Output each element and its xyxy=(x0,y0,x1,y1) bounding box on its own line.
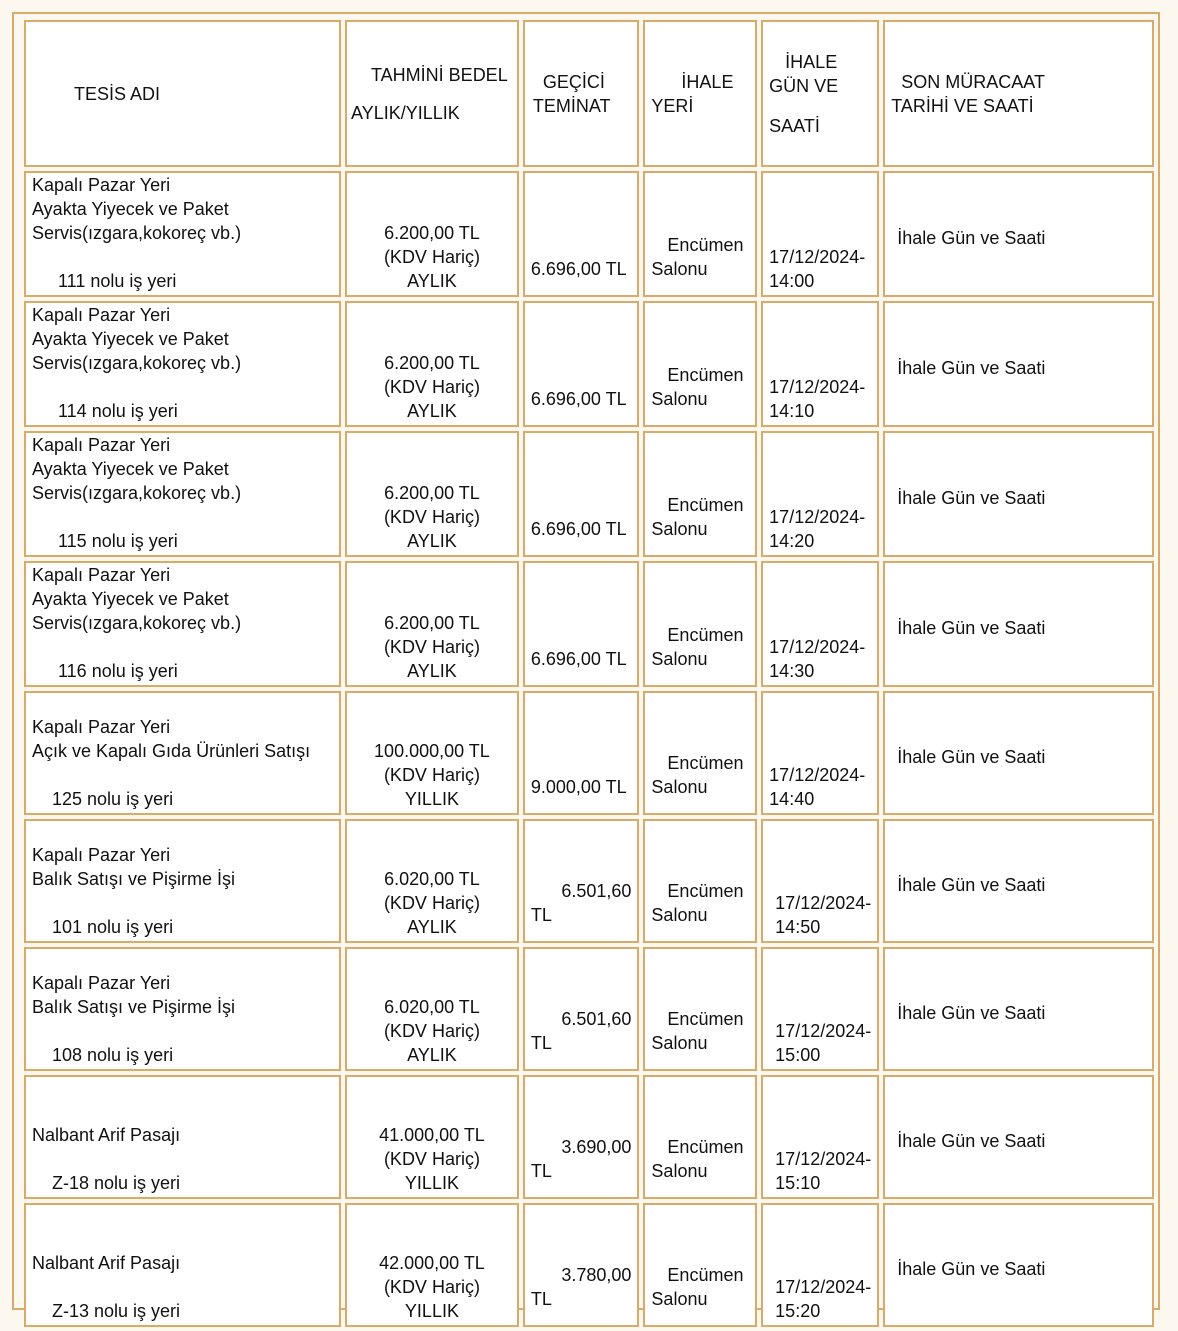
bedel-amount: 6.020,00 TL xyxy=(384,997,480,1017)
cell-yer xyxy=(643,1075,757,1199)
cell-gun xyxy=(761,1203,879,1327)
yer-line1: Encümen xyxy=(667,1009,744,1029)
tesis-line: Balık Satışı ve Pişirme İşi xyxy=(32,997,236,1017)
teminat-amount: 6.501,60 xyxy=(561,881,632,901)
son-muracaat: İhale Gün ve Saati xyxy=(897,875,1046,895)
tesis-line xyxy=(32,245,333,269)
table-row xyxy=(24,561,1154,687)
bedel-kdv: (KDV Hariç) xyxy=(383,507,480,527)
bedel-kdv: (KDV Hariç) xyxy=(383,637,480,657)
cell-bedel xyxy=(345,819,519,943)
cell-son xyxy=(883,301,1154,427)
cell-teminat xyxy=(523,1203,640,1327)
bedel-amount: 6.200,00 TL xyxy=(384,483,480,503)
header-gun-line2: GÜN VE xyxy=(769,75,839,96)
ihale-saat: 14:00 xyxy=(769,271,815,291)
teminat-amount: 6.501,60 xyxy=(561,1009,632,1029)
bedel-period: AYLIK xyxy=(407,1045,457,1065)
table-row xyxy=(24,947,1154,1071)
cell-tesis xyxy=(24,1203,341,1327)
yer-line2: Salonu xyxy=(651,1289,708,1309)
teminat-rest: 6.696,00 TL xyxy=(530,389,627,409)
tesis-line xyxy=(32,1147,333,1171)
cell-gun xyxy=(761,431,879,557)
bedel-period: AYLIK xyxy=(407,917,457,937)
bedel-period: AYLIK xyxy=(407,271,457,291)
tesis-line xyxy=(32,375,333,399)
cell-son xyxy=(883,431,1154,557)
son-muracaat: İhale Gün ve Saati xyxy=(897,228,1046,248)
cell-son xyxy=(883,691,1154,815)
yer-line1: Encümen xyxy=(667,625,744,645)
son-muracaat: İhale Gün ve Saati xyxy=(897,747,1046,767)
ihale-saat: 14:30 xyxy=(769,661,815,681)
bedel-period: YILLIK xyxy=(404,789,459,809)
tesis-line xyxy=(32,635,333,659)
cell-teminat xyxy=(523,1075,640,1199)
ihale-tarih: 17/12/2024- xyxy=(769,507,866,527)
header-yer xyxy=(643,20,757,167)
cell-yer xyxy=(643,1203,757,1327)
is-yeri-label: 114 nolu iş yeri xyxy=(58,401,178,421)
cell-bedel xyxy=(345,691,519,815)
cell-teminat xyxy=(523,691,640,815)
tesis-line: Kapalı Pazar Yeri xyxy=(32,717,171,737)
bedel-kdv: (KDV Hariç) xyxy=(383,377,480,397)
cell-bedel xyxy=(345,1203,519,1327)
cell-son xyxy=(883,1075,1154,1199)
is-yeri-label: 116 nolu iş yeri xyxy=(58,661,178,681)
ihale-saat: 14:40 xyxy=(769,789,815,809)
table-row xyxy=(24,431,1154,557)
header-row xyxy=(24,20,1154,167)
bedel-period: AYLIK xyxy=(407,401,457,421)
tesis-line xyxy=(32,505,333,529)
yer-line1: Encümen xyxy=(667,1265,744,1285)
tesis-line: Servis(ızgara,kokoreç vb.) xyxy=(32,613,242,633)
header-yer-line2: YERİ xyxy=(651,95,694,116)
cell-tesis xyxy=(24,561,341,687)
header-tesis-label: TESİS ADI xyxy=(74,83,161,104)
bedel-period: YILLIK xyxy=(404,1173,459,1193)
cell-teminat xyxy=(523,561,640,687)
cell-teminat xyxy=(523,171,640,297)
teminat-rest: TL xyxy=(530,1289,552,1309)
bedel-period: YILLIK xyxy=(404,1301,459,1321)
is-yeri-label: 125 nolu iş yeri xyxy=(52,789,174,809)
cell-bedel xyxy=(345,1075,519,1199)
tesis-line: Servis(ızgara,kokoreç vb.) xyxy=(32,353,242,373)
tesis-line: Balık Satışı ve Pişirme İşi xyxy=(32,869,236,889)
ihale-tarih: 17/12/2024- xyxy=(769,637,866,657)
cell-teminat xyxy=(523,947,640,1071)
yer-line1: Encümen xyxy=(667,753,744,773)
teminat-rest: TL xyxy=(530,1161,552,1181)
cell-teminat xyxy=(523,819,640,943)
cell-bedel xyxy=(345,171,519,297)
bedel-kdv: (KDV Hariç) xyxy=(383,1149,480,1169)
table-row xyxy=(24,301,1154,427)
yer-line1: Encümen xyxy=(667,365,744,385)
table-row xyxy=(24,1075,1154,1199)
yer-line2: Salonu xyxy=(651,389,708,409)
tesis-line xyxy=(32,1275,333,1299)
cell-teminat xyxy=(523,431,640,557)
is-yeri-label: Z-13 nolu iş yeri xyxy=(52,1301,181,1321)
tender-table-frame xyxy=(12,12,1160,1321)
header-gun-line3: SAATİ xyxy=(769,115,820,136)
teminat-rest: 6.696,00 TL xyxy=(530,519,627,539)
cell-son xyxy=(883,947,1154,1071)
cell-tesis xyxy=(24,947,341,1071)
bedel-period: AYLIK xyxy=(407,531,457,551)
tesis-line xyxy=(32,891,333,915)
ihale-tarih: 17/12/2024- xyxy=(775,1021,872,1041)
cell-teminat xyxy=(523,301,640,427)
header-teminat-label: GEÇİCİ TEMİNAT xyxy=(532,71,611,116)
ihale-saat: 14:50 xyxy=(775,917,821,937)
cell-yer xyxy=(643,691,757,815)
header-bedel-line2: AYLIK/YILLIK xyxy=(351,102,460,123)
header-gun-line1: İHALE xyxy=(785,51,838,72)
tesis-line xyxy=(32,763,333,787)
header-gun xyxy=(761,20,879,167)
teminat-rest: 9.000,00 TL xyxy=(530,777,627,797)
yer-line2: Salonu xyxy=(651,259,708,279)
yer-line2: Salonu xyxy=(651,519,708,539)
yer-line1: Encümen xyxy=(667,495,744,515)
header-son xyxy=(883,20,1154,167)
tesis-line: Ayakta Yiyecek ve Paket xyxy=(32,329,229,349)
ihale-tarih: 17/12/2024- xyxy=(775,1149,872,1169)
cell-gun xyxy=(761,561,879,687)
cell-son xyxy=(883,819,1154,943)
yer-line2: Salonu xyxy=(651,1161,708,1181)
cell-yer xyxy=(643,301,757,427)
yer-line2: Salonu xyxy=(651,1033,708,1053)
tesis-line: Servis(ızgara,kokoreç vb.) xyxy=(32,483,242,503)
tesis-line: Ayakta Yiyecek ve Paket xyxy=(32,199,229,219)
yer-line1: Encümen xyxy=(667,881,744,901)
teminat-amount: 3.690,00 xyxy=(561,1137,632,1157)
is-yeri-label: 115 nolu iş yeri xyxy=(58,531,178,551)
cell-gun xyxy=(761,947,879,1071)
cell-yer xyxy=(643,561,757,687)
bedel-kdv: (KDV Hariç) xyxy=(383,765,480,785)
yer-line2: Salonu xyxy=(651,649,708,669)
cell-yer xyxy=(643,819,757,943)
bedel-amount: 6.200,00 TL xyxy=(384,613,480,633)
cell-tesis xyxy=(24,301,341,427)
ihale-tarih: 17/12/2024- xyxy=(769,247,866,267)
header-son-line2: TARİHİ VE SAATİ xyxy=(891,95,1034,116)
ihale-saat: 15:20 xyxy=(775,1301,821,1321)
cell-gun xyxy=(761,301,879,427)
cell-yer xyxy=(643,431,757,557)
cell-tesis xyxy=(24,691,341,815)
cell-gun xyxy=(761,171,879,297)
cell-son xyxy=(883,1203,1154,1327)
header-teminat xyxy=(523,20,640,167)
cell-tesis xyxy=(24,431,341,557)
ihale-tarih: 17/12/2024- xyxy=(775,1277,872,1297)
son-muracaat: İhale Gün ve Saati xyxy=(897,1131,1046,1151)
bedel-amount: 41.000,00 TL xyxy=(379,1125,485,1145)
teminat-rest: TL xyxy=(530,1033,552,1053)
tesis-line: Açık ve Kapalı Gıda Ürünleri Satışı xyxy=(32,741,311,761)
son-muracaat: İhale Gün ve Saati xyxy=(897,1259,1046,1279)
bedel-amount: 42.000,00 TL xyxy=(379,1253,485,1273)
tesis-line: Kapalı Pazar Yeri xyxy=(32,565,171,585)
tesis-line: Nalbant Arif Pasajı xyxy=(32,1125,181,1145)
bedel-amount: 6.200,00 TL xyxy=(384,223,480,243)
son-muracaat: İhale Gün ve Saati xyxy=(897,618,1046,638)
ihale-saat: 15:10 xyxy=(775,1173,821,1193)
table-row xyxy=(24,1203,1154,1327)
cell-son xyxy=(883,171,1154,297)
son-muracaat: İhale Gün ve Saati xyxy=(897,1003,1046,1023)
tesis-line: Servis(ızgara,kokoreç vb.) xyxy=(32,223,242,243)
ihale-saat: 15:00 xyxy=(775,1045,821,1065)
ihale-saat: 14:10 xyxy=(769,401,815,421)
is-yeri-label: 111 nolu iş yeri xyxy=(58,271,177,291)
cell-gun xyxy=(761,819,879,943)
ihale-tarih: 17/12/2024- xyxy=(769,765,866,785)
tesis-line: Kapalı Pazar Yeri xyxy=(32,845,171,865)
header-bedel-line1: TAHMİNİ BEDEL xyxy=(371,64,508,85)
teminat-rest: TL xyxy=(530,905,552,925)
header-bedel xyxy=(345,20,519,167)
tesis-line: Kapalı Pazar Yeri xyxy=(32,435,171,455)
ihale-tarih: 17/12/2024- xyxy=(775,893,872,913)
cell-tesis xyxy=(24,171,341,297)
bedel-amount: 100.000,00 TL xyxy=(374,741,490,761)
tesis-line: Kapalı Pazar Yeri xyxy=(32,175,171,195)
son-muracaat: İhale Gün ve Saati xyxy=(897,358,1046,378)
tesis-line: Ayakta Yiyecek ve Paket xyxy=(32,459,229,479)
cell-bedel xyxy=(345,947,519,1071)
yer-line2: Salonu xyxy=(651,777,708,797)
bedel-amount: 6.200,00 TL xyxy=(384,353,480,373)
cell-gun xyxy=(761,1075,879,1199)
bedel-kdv: (KDV Hariç) xyxy=(383,1021,480,1041)
table-row xyxy=(24,171,1154,297)
tesis-line: Nalbant Arif Pasajı xyxy=(32,1253,181,1273)
cell-gun xyxy=(761,691,879,815)
tesis-line xyxy=(32,1019,333,1043)
table-row xyxy=(24,691,1154,815)
is-yeri-label: 108 nolu iş yeri xyxy=(52,1045,174,1065)
cell-bedel xyxy=(345,301,519,427)
bedel-amount: 6.020,00 TL xyxy=(384,869,480,889)
yer-line1: Encümen xyxy=(667,235,744,255)
cell-tesis xyxy=(24,1075,341,1199)
bedel-kdv: (KDV Hariç) xyxy=(383,247,480,267)
header-tesis xyxy=(24,20,341,167)
cell-son xyxy=(883,561,1154,687)
bedel-kdv: (KDV Hariç) xyxy=(383,1277,480,1297)
yer-line1: Encümen xyxy=(667,1137,744,1157)
teminat-rest: 6.696,00 TL xyxy=(530,649,627,669)
cell-tesis xyxy=(24,819,341,943)
son-muracaat: İhale Gün ve Saati xyxy=(897,488,1046,508)
tesis-line: Kapalı Pazar Yeri xyxy=(32,973,171,993)
tender-table xyxy=(20,16,1158,1331)
tesis-line: Kapalı Pazar Yeri xyxy=(32,305,171,325)
cell-bedel xyxy=(345,431,519,557)
header-yer-line1: İHALE xyxy=(681,71,734,92)
tesis-line: Ayakta Yiyecek ve Paket xyxy=(32,589,229,609)
bedel-kdv: (KDV Hariç) xyxy=(383,893,480,913)
bedel-period: AYLIK xyxy=(407,661,457,681)
teminat-amount: 3.780,00 xyxy=(561,1265,632,1285)
yer-line2: Salonu xyxy=(651,905,708,925)
is-yeri-label: 101 nolu iş yeri xyxy=(52,917,174,937)
cell-yer xyxy=(643,947,757,1071)
ihale-saat: 14:20 xyxy=(769,531,815,551)
teminat-rest: 6.696,00 TL xyxy=(530,259,627,279)
is-yeri-label: Z-18 nolu iş yeri xyxy=(52,1173,181,1193)
cell-yer xyxy=(643,171,757,297)
ihale-tarih: 17/12/2024- xyxy=(769,377,866,397)
cell-bedel xyxy=(345,561,519,687)
table-row xyxy=(24,819,1154,943)
header-son-line1: SON MÜRACAAT xyxy=(901,71,1045,92)
